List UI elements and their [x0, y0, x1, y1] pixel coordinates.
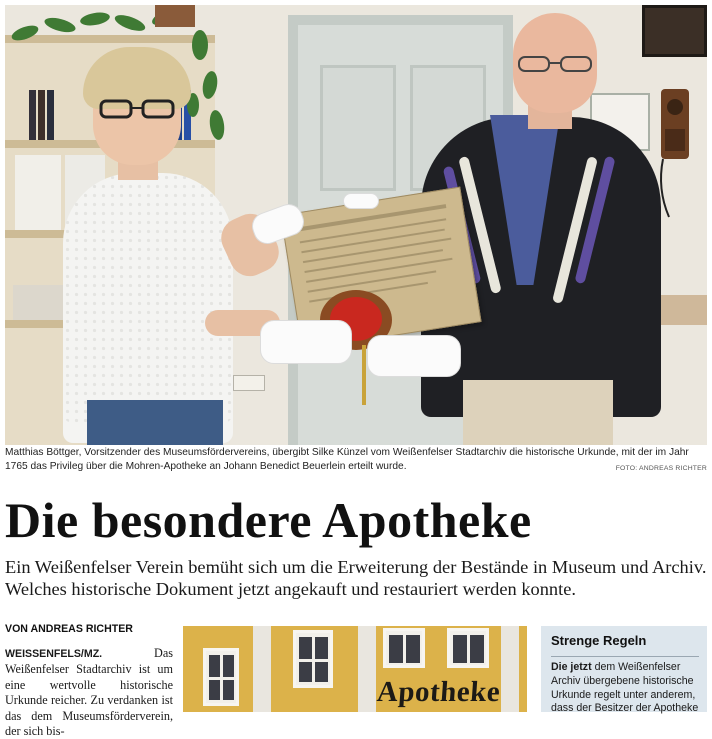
infobox-title: Strenge Regeln: [551, 633, 647, 648]
article-dateline: WEISSENFELS/MZ.: [5, 648, 103, 660]
photo-white-glove: [343, 193, 379, 209]
photo-credit: FOTO: ANDREAS RICHTER: [615, 465, 707, 472]
building-pilaster: [358, 626, 376, 712]
article-byline: VON ANDREAS RICHTER: [5, 623, 133, 635]
photo-woman-glasses: [97, 97, 181, 121]
photo-wall-telephone: [655, 89, 695, 219]
photo-man-trousers: [463, 380, 613, 445]
building-window: [203, 648, 239, 706]
main-photo: [5, 5, 707, 445]
article-body-text: Das Weißenfelser Stadtarchiv ist um eine wertvolle historische Urkunde reicher. Zu verdanken ist das dem Museumsförderverein, der sich bis-: [5, 646, 173, 739]
photo-white-glove: [260, 320, 352, 364]
photo-caption: Matthias Böttger, Vorsitzender des Museumsfördervereins, übergibt Silke Künzel vom Weißenfelser Stadtarchiv die historische Urkunde, mit der im Jahr 1765 das Privileg über die Mohren-Apotheke an Johann Benedict Beuerlein erteilt wurde.: [5, 447, 689, 472]
photo-man-glasses: [515, 53, 599, 75]
photo-white-glove: [367, 335, 461, 377]
apotheke-building-photo: [183, 626, 527, 712]
building-window: [447, 628, 489, 668]
apotheke-sign: Apotheke: [375, 676, 502, 708]
photo-woman-jeans: [87, 400, 223, 445]
article-subheadline: Ein Weißenfelser Verein bemüht sich um die Erweiterung der Bestände in Museum und Archiv. Welches historische Dokument jetzt angekauft und restauriert werden konnte.: [5, 557, 707, 599]
infobox-body: dem Weißenfelser Archiv übergebene historische Urkunde regelt unter anderem, dass der Besitzer der Apotheke: [551, 661, 699, 715]
photo-power-outlet: [233, 375, 265, 391]
infobox-divider: [551, 656, 699, 657]
infobox-text: [551, 661, 701, 716]
infobox-lead: Die jetzt: [551, 661, 592, 673]
photo-woman-lace-pattern: [63, 173, 233, 423]
infobox-strenge-regeln: [541, 626, 707, 715]
building-window: [293, 630, 333, 688]
building-pilaster: [501, 626, 519, 712]
building-window: [383, 628, 425, 668]
article-headline: Die besondere Apotheke: [5, 492, 532, 548]
photo-seal-cord: [362, 345, 366, 405]
photo-wall-picture: [642, 5, 707, 57]
article-body: [5, 646, 173, 739]
building-pilaster: [253, 626, 271, 712]
